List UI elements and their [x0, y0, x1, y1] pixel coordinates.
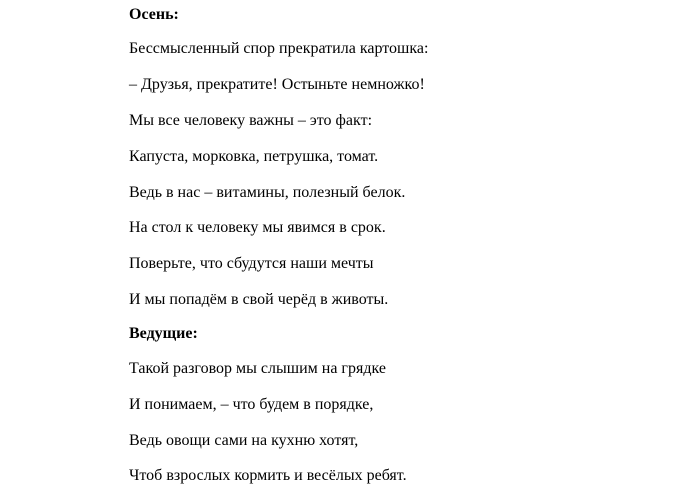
- poem-line: – Друзья, прекратите! Остыньте немножко!: [129, 76, 425, 93]
- poem-line: Ведь овощи сами на кухню хотят,: [129, 432, 359, 449]
- poem-line: Мы все человеку важны – это факт:: [129, 112, 373, 129]
- poem-line: Капуста, морковка, петрушка, томат.: [129, 148, 379, 165]
- poem-line: Ведь в нас – витамины, полезный белок.: [129, 184, 406, 201]
- poem-line: Бессмысленный спор прекратила картошка:: [129, 40, 429, 57]
- poem-line: Поверьте, что сбудутся наши мечты: [129, 255, 374, 272]
- speaker-hosts: Ведущие:: [129, 325, 198, 342]
- poem-line: Чтоб взрослых кормить и весёлых ребят.: [129, 467, 407, 484]
- poem-line: На стол к человеку мы явимся в срок.: [129, 219, 386, 236]
- poem-line: Такой разговор мы слышим на грядке: [129, 360, 386, 377]
- poem-line: И мы попадём в свой черёд в животы.: [129, 291, 389, 308]
- poem-line: И понимаем, – что будем в порядке,: [129, 396, 374, 413]
- speaker-autumn: Осень:: [129, 6, 179, 23]
- document-page: [129, 0, 689, 491]
